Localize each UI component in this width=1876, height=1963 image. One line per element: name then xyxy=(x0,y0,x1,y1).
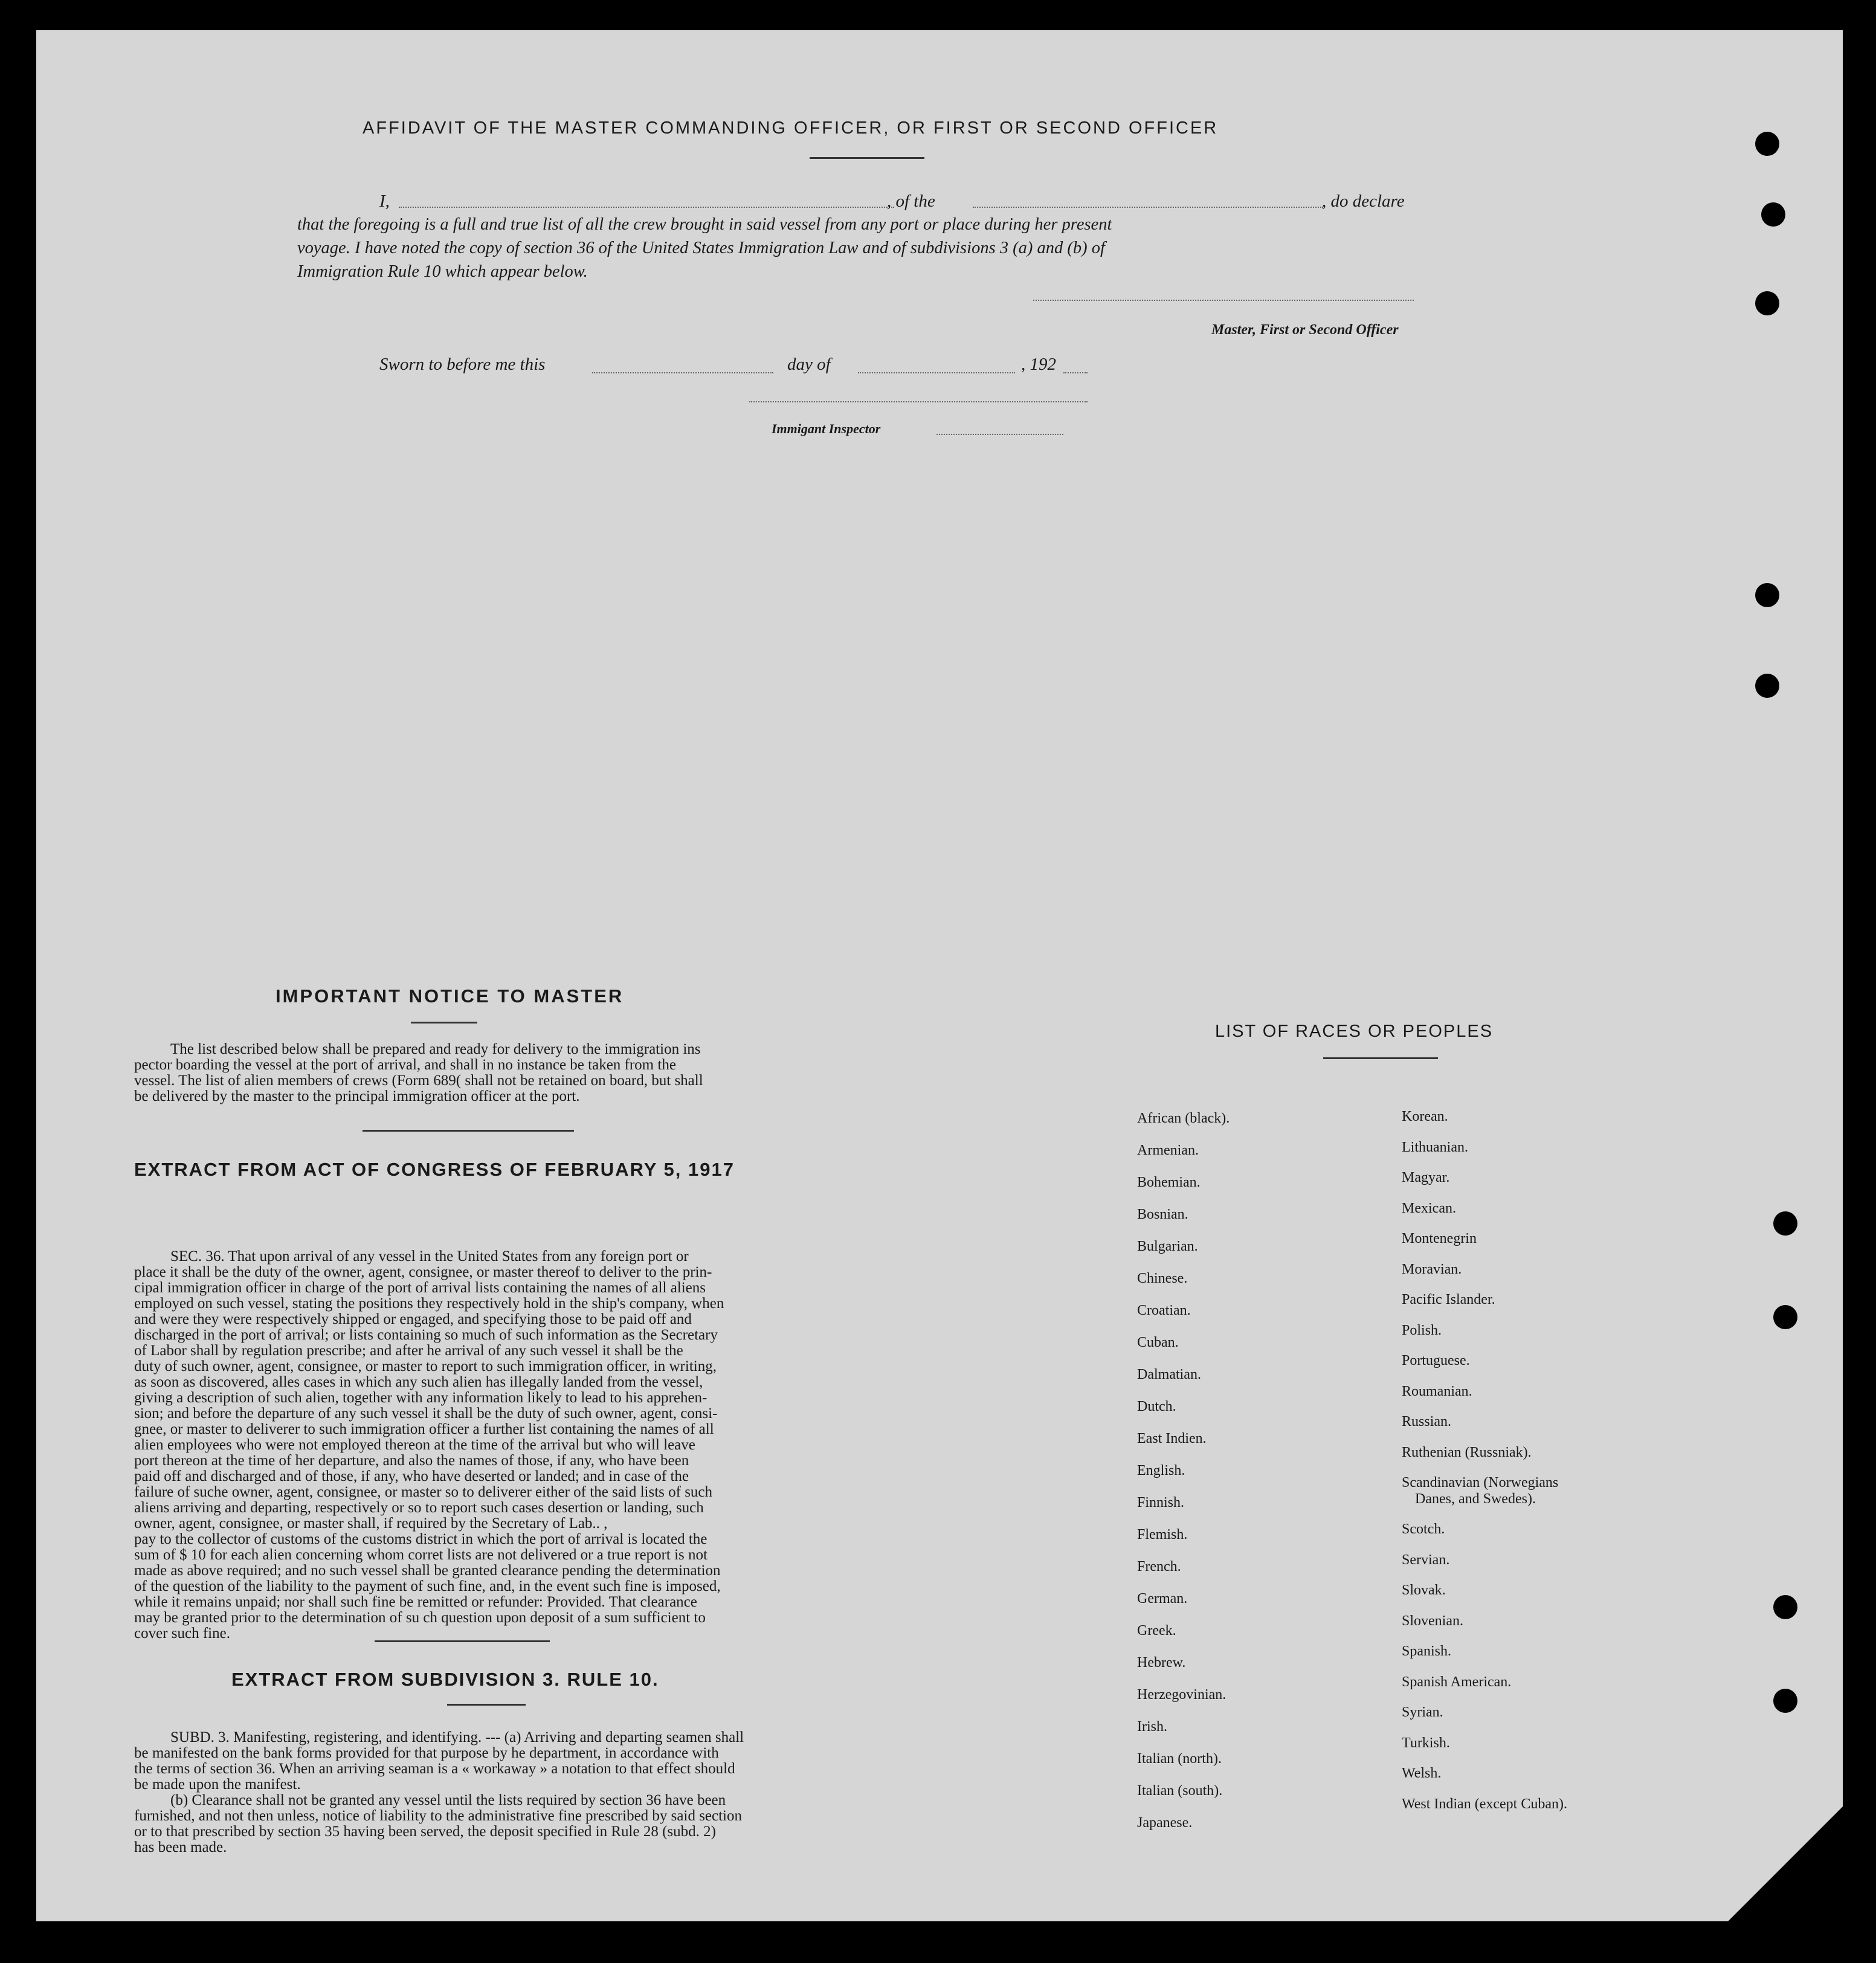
race-item: Hebrew. xyxy=(1137,1655,1186,1671)
text-line: sion; and before the departure of any such vessel it shall be the duty of such owner, agent, consi- xyxy=(134,1405,718,1422)
race-item: Korean. xyxy=(1402,1109,1448,1124)
text-line: port thereon at the time of her departure, and also the names of those, if any, who have been xyxy=(134,1452,689,1469)
race-item: Bohemian. xyxy=(1137,1175,1201,1190)
race-item: Italian (south). xyxy=(1137,1783,1223,1799)
text-line: and were they were respectively shipped or engaged, and specifying those to be paid off and xyxy=(134,1311,692,1327)
race-item: Armenian. xyxy=(1137,1143,1199,1158)
vessel-name-line[interactable] xyxy=(973,207,1323,208)
race-item: Syrian. xyxy=(1402,1704,1443,1720)
text-line: employed on such vessel, stating the positions they respectively hold in the ship's company, when xyxy=(134,1295,724,1312)
text-line: has been made. xyxy=(134,1839,227,1855)
race-item: Magyar. xyxy=(1402,1170,1450,1185)
text-line: cover such fine. xyxy=(134,1625,230,1642)
text-line: failure of suche owner, agent, consignee, or master so to deliverer either of the said lists of such xyxy=(134,1484,713,1500)
race-item: Lithuanian. xyxy=(1402,1139,1468,1155)
affidavit-title-underline xyxy=(810,157,924,159)
notice-line: pector boarding the vessel at the port of arrival, and shall in no instance be taken from the xyxy=(134,1057,676,1073)
text-line: paid off and discharged and of those, if any, who have deserted or landed; and in case of the xyxy=(134,1468,689,1484)
race-item: West Indian (except Cuban). xyxy=(1402,1796,1567,1812)
day-of-label: day of xyxy=(787,355,831,374)
race-item: Flemish. xyxy=(1137,1527,1188,1542)
affidavit-i-label: I, xyxy=(379,192,390,211)
notice-line: vessel. The list of alien members of crews (Form 689( shall not be retained on board, but shall xyxy=(134,1072,703,1089)
act-extract-title: EXTRACT FROM ACT OF CONGRESS OF FEBRUARY 5, 1917 xyxy=(134,1159,735,1180)
affidavit-line-4: Immigration Rule 10 which appear below. xyxy=(297,262,588,281)
race-item: Welsh. xyxy=(1402,1765,1442,1781)
race-item: Spanish. xyxy=(1402,1643,1452,1659)
race-item: Portuguese. xyxy=(1402,1353,1470,1368)
binder-hole xyxy=(1755,674,1779,698)
race-item: Dalmatian. xyxy=(1137,1367,1201,1382)
inspector-name-line[interactable] xyxy=(936,434,1063,435)
sworn-label: Sworn to before me this xyxy=(379,355,546,374)
binder-hole xyxy=(1761,202,1785,227)
text-line: (b) Clearance shall not be granted any vessel until the lists required by section 36 have been xyxy=(170,1792,726,1808)
text-line: SUBD. 3. Manifesting, registering, and identifying. --- (a) Arriving and departing seamen shall xyxy=(170,1729,744,1745)
notice-title: IMPORTANT NOTICE TO MASTER xyxy=(276,985,624,1007)
race-item: Danes, and Swedes). xyxy=(1415,1491,1536,1507)
affidavit-title: AFFIDAVIT OF THE MASTER COMMANDING OFFICER, OR FIRST OR SECOND OFFICER xyxy=(363,118,1219,138)
form-page xyxy=(36,30,1843,1921)
race-item: Montenegrin xyxy=(1402,1231,1477,1246)
affidavit-of-the-label: , of the xyxy=(887,192,935,211)
declarant-name-line[interactable] xyxy=(399,207,894,208)
binder-hole xyxy=(1773,1211,1797,1236)
race-item: Irish. xyxy=(1137,1719,1167,1735)
text-line: of Labor shall by regulation prescribe; and after he arrival of any such vessel it shall be the xyxy=(134,1343,683,1359)
text-line: as soon as discovered, alles cases in which any such alien has illegally landed from the vessel, xyxy=(134,1374,703,1390)
race-item: Turkish. xyxy=(1402,1735,1450,1751)
race-item: Italian (north). xyxy=(1137,1751,1222,1767)
sworn-year-line[interactable] xyxy=(1063,372,1088,373)
inspector-label: Immigant Inspector xyxy=(772,421,881,436)
text-line: SEC. 36. That upon arrival of any vessel in the United States from any foreign port or xyxy=(170,1248,689,1265)
binder-hole xyxy=(1773,1595,1797,1619)
race-item: Bulgarian. xyxy=(1137,1239,1198,1254)
torn-corner xyxy=(1728,1807,1843,1921)
race-item: French. xyxy=(1137,1559,1181,1575)
text-line: or to that prescribed by section 35 having been served, the deposit specified in Rule 28 (subd. 2) xyxy=(134,1823,716,1840)
notice-line: be delivered by the master to the principal immigration officer at the port. xyxy=(134,1088,580,1104)
race-item: Polish. xyxy=(1402,1322,1442,1338)
race-item: Spanish American. xyxy=(1402,1674,1512,1690)
race-item: Dutch. xyxy=(1137,1399,1176,1414)
text-line: while it remains unpaid; nor shall such fine be remitted or refunder: Provided. That clearance xyxy=(134,1594,697,1610)
race-item: German. xyxy=(1137,1591,1188,1607)
text-line: aliens arriving and departing, respectively or so to report such cases desertion or landing, such xyxy=(134,1500,704,1516)
race-item: Ruthenian (Russniak). xyxy=(1402,1444,1532,1460)
rule-extract-title-underline xyxy=(447,1704,526,1706)
sworn-month-line[interactable] xyxy=(858,372,1015,373)
text-line: pay to the collector of customs of the customs district in which the port of arrival is located the xyxy=(134,1531,708,1547)
race-item: African (black). xyxy=(1137,1110,1230,1126)
race-item: Roumanian. xyxy=(1402,1383,1472,1399)
race-item: Bosnian. xyxy=(1137,1207,1188,1222)
races-title-underline xyxy=(1323,1057,1438,1059)
race-item: East Indien. xyxy=(1137,1431,1207,1446)
race-item: Greek. xyxy=(1137,1623,1176,1639)
binder-hole xyxy=(1755,132,1779,156)
text-line: be manifested on the bank forms provided for that purpose by he department, in accordance with xyxy=(134,1745,719,1761)
race-item: Slovak. xyxy=(1402,1582,1446,1598)
binder-hole xyxy=(1773,1689,1797,1713)
master-signature-line[interactable] xyxy=(1033,300,1414,301)
race-item: Mexican. xyxy=(1402,1200,1456,1216)
act-extract-divider xyxy=(375,1640,550,1642)
race-item: Cuban. xyxy=(1137,1335,1179,1350)
binder-hole xyxy=(1755,583,1779,607)
race-item: Servian. xyxy=(1402,1552,1450,1568)
text-line: be made upon the manifest. xyxy=(134,1776,301,1793)
text-line: owner, agent, consignee, or master shall, if required by the Secretary of Lab.. , xyxy=(134,1515,608,1532)
inspector-signature-line[interactable] xyxy=(749,401,1088,402)
master-signature-label: Master, First or Second Officer xyxy=(1211,322,1399,338)
races-title: LIST OF RACES OR PEOPLES xyxy=(1215,1022,1494,1041)
race-item: Slovenian. xyxy=(1402,1613,1463,1629)
binder-hole xyxy=(1755,291,1779,315)
race-item: Pacific Islander. xyxy=(1402,1292,1495,1307)
affidavit-do-declare-label: , do declare xyxy=(1322,192,1405,211)
text-line: may be granted prior to the determination of su ch question upon deposit of a sum sufficient to xyxy=(134,1610,706,1626)
year-label: , 192 xyxy=(1021,355,1056,374)
text-line: gnee, or master to deliverer to such immigration officer a further list containing the names of all xyxy=(134,1421,714,1437)
notice-divider xyxy=(363,1130,574,1132)
race-item: Finnish. xyxy=(1137,1495,1185,1510)
race-item: Croatian. xyxy=(1137,1303,1191,1318)
text-line: duty of such owner, agent, consignee, or master to report to such immigration officer, in writing, xyxy=(134,1358,717,1375)
affidavit-line-2: that the foregoing is a full and true list of all the crew brought in said vessel from any port or place during her present xyxy=(297,215,1112,234)
sworn-day-line[interactable] xyxy=(592,372,773,373)
text-line: cipal immigration officer in charge of the port of arrival lists containing the names of all aliens xyxy=(134,1280,706,1296)
race-item: Chinese. xyxy=(1137,1271,1188,1286)
race-item: Scotch. xyxy=(1402,1521,1445,1537)
race-item: Herzegovinian. xyxy=(1137,1687,1226,1703)
text-line: the terms of section 36. When an arriving seaman is a « workaway » a notation to that effect should xyxy=(134,1761,735,1777)
race-item: Moravian. xyxy=(1402,1261,1462,1277)
text-line: sum of $ 10 for each alien concerning whom corret lists are not delivered or a true report is not xyxy=(134,1547,708,1563)
text-line: furnished, and not then unless, notice of liability to the administrative fine prescribed by said section xyxy=(134,1808,743,1824)
text-line: place it shall be the duty of the owner, agent, consignee, or master thereof to deliver to the prin- xyxy=(134,1264,712,1280)
notice-line: The list described below shall be prepared and ready for delivery to the immigration ins xyxy=(170,1041,701,1057)
text-line: discharged in the port of arrival; or lists containing so much of such information as the Secretary xyxy=(134,1327,718,1343)
affidavit-line-3: voyage. I have noted the copy of section 36 of the United States Immigration Law and of subdivisions 3 (a) and (b) of xyxy=(297,239,1105,257)
text-line: of the question of the liability to the payment of such fine, and, in the event such fine is imposed, xyxy=(134,1578,721,1594)
race-item: Japanese. xyxy=(1137,1815,1193,1831)
notice-title-underline xyxy=(411,1022,477,1023)
binder-hole xyxy=(1773,1305,1797,1329)
text-line: made as above required; and no such vessel shall be granted clearance pending the determination xyxy=(134,1562,721,1579)
race-item: Scandinavian (Norwegians xyxy=(1402,1475,1559,1491)
text-line: alien employees who were not employed thereon at the time of the arrival but who will leave xyxy=(134,1437,695,1453)
rule-extract-title: EXTRACT FROM SUBDIVISION 3. RULE 10. xyxy=(231,1669,659,1690)
text-line: giving a description of such alien, together with any information likely to lead to his apprehen- xyxy=(134,1390,708,1406)
race-item: Russian. xyxy=(1402,1414,1452,1430)
race-item: English. xyxy=(1137,1463,1185,1478)
